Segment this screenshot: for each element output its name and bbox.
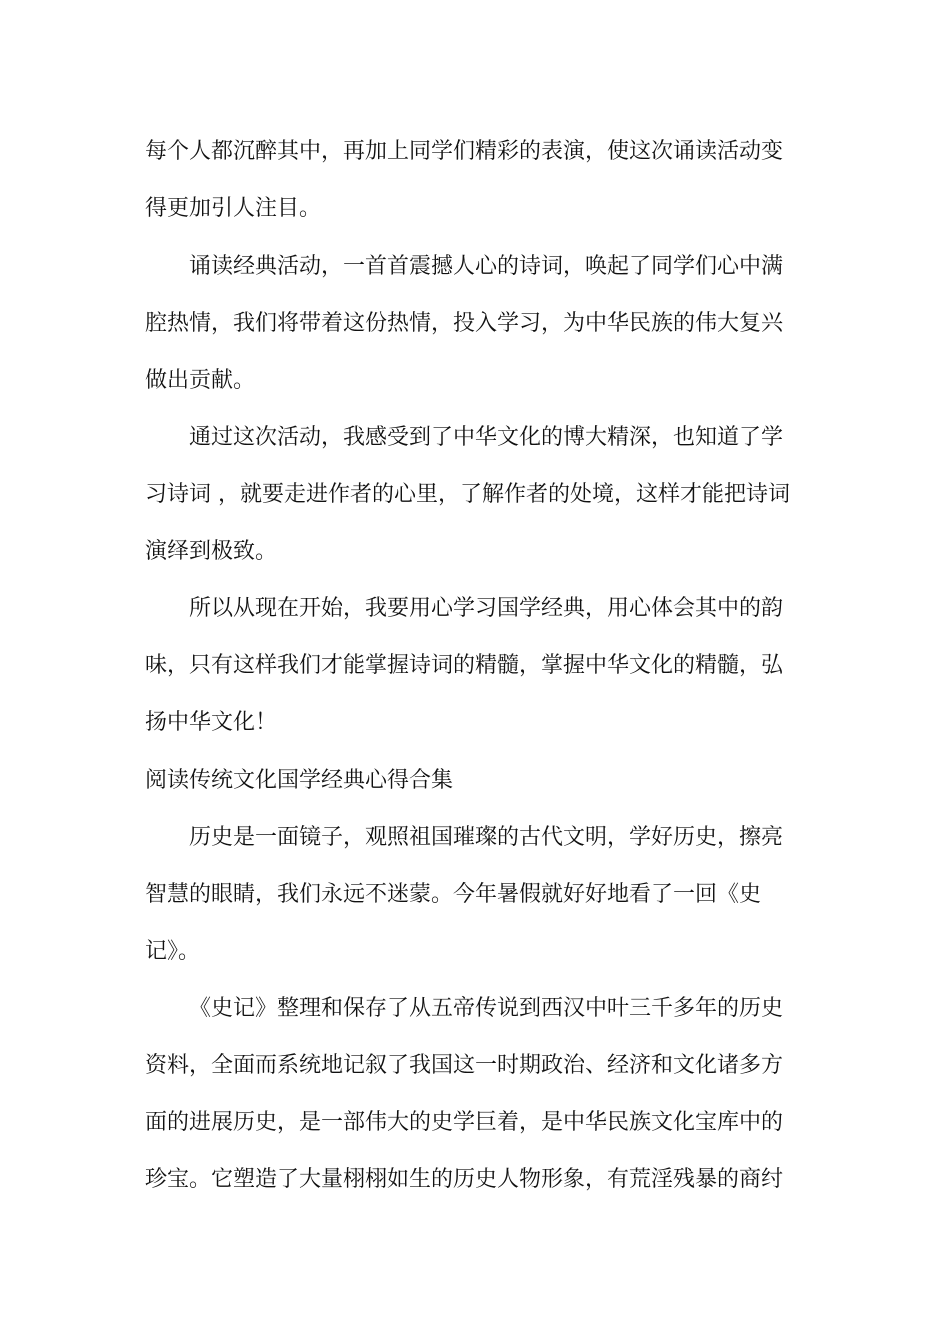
paragraph-line: 味，只有这样我们才能掌握诗词的精髓，掌握中华文化的精髓，弘 <box>145 653 784 678</box>
paragraph-line: 每个人都沉醉其中，再加上同学们精彩的表演，使这次诵读活动变 <box>145 139 784 164</box>
paragraph-line: 记》。 <box>145 939 201 964</box>
section-heading: 阅读传统文化国学经典心得合集 <box>145 768 454 793</box>
paragraph-line: 腔热情，我们将带着这份热情，投入学习，为中华民族的伟大复兴 <box>145 311 784 336</box>
paragraph-line: 珍宝。它塑造了大量栩栩如生的历史人物形象，有荒淫残暴的商纣 <box>145 1167 784 1192</box>
paragraph-line: 扬中华文化！ <box>145 710 278 735</box>
paragraph-line: 面的进展历史，是一部伟大的史学巨着，是中华民族文化宝库中的 <box>145 1110 784 1135</box>
paragraph-line: 所以从现在开始，我要用心学习国学经典，用心体会其中的韵 <box>189 596 784 621</box>
paragraph-line: 智慧的眼睛，我们永远不迷蒙。今年暑假就好好地看了一回《史 <box>145 882 762 907</box>
paragraph-line: 演绎到极致。 <box>145 539 278 564</box>
paragraph-line: 得更加引人注目。 <box>145 196 322 221</box>
paragraph-line: 做出贡献。 <box>145 368 256 393</box>
paragraph-line: 《史记》整理和保存了从五帝传说到西汉中叶三千多年的历史 <box>189 996 784 1021</box>
paragraph-line: 习诗词 ，就要走进作者的心里，了解作者的处境，这样才能把诗词 <box>145 482 790 507</box>
paragraph-line: 资料，全面而系统地记叙了我国这一时期政治、经济和文化诸多方 <box>145 1053 784 1078</box>
paragraph-line: 诵读经典活动，一首首震撼人心的诗词，唤起了同学们心中满 <box>189 254 784 279</box>
paragraph-line: 通过这次活动，我感受到了中华文化的博大精深，也知道了学 <box>189 425 784 450</box>
paragraph-line: 历史是一面镜子，观照祖国璀璨的古代文明，学好历史，擦亮 <box>189 825 784 850</box>
